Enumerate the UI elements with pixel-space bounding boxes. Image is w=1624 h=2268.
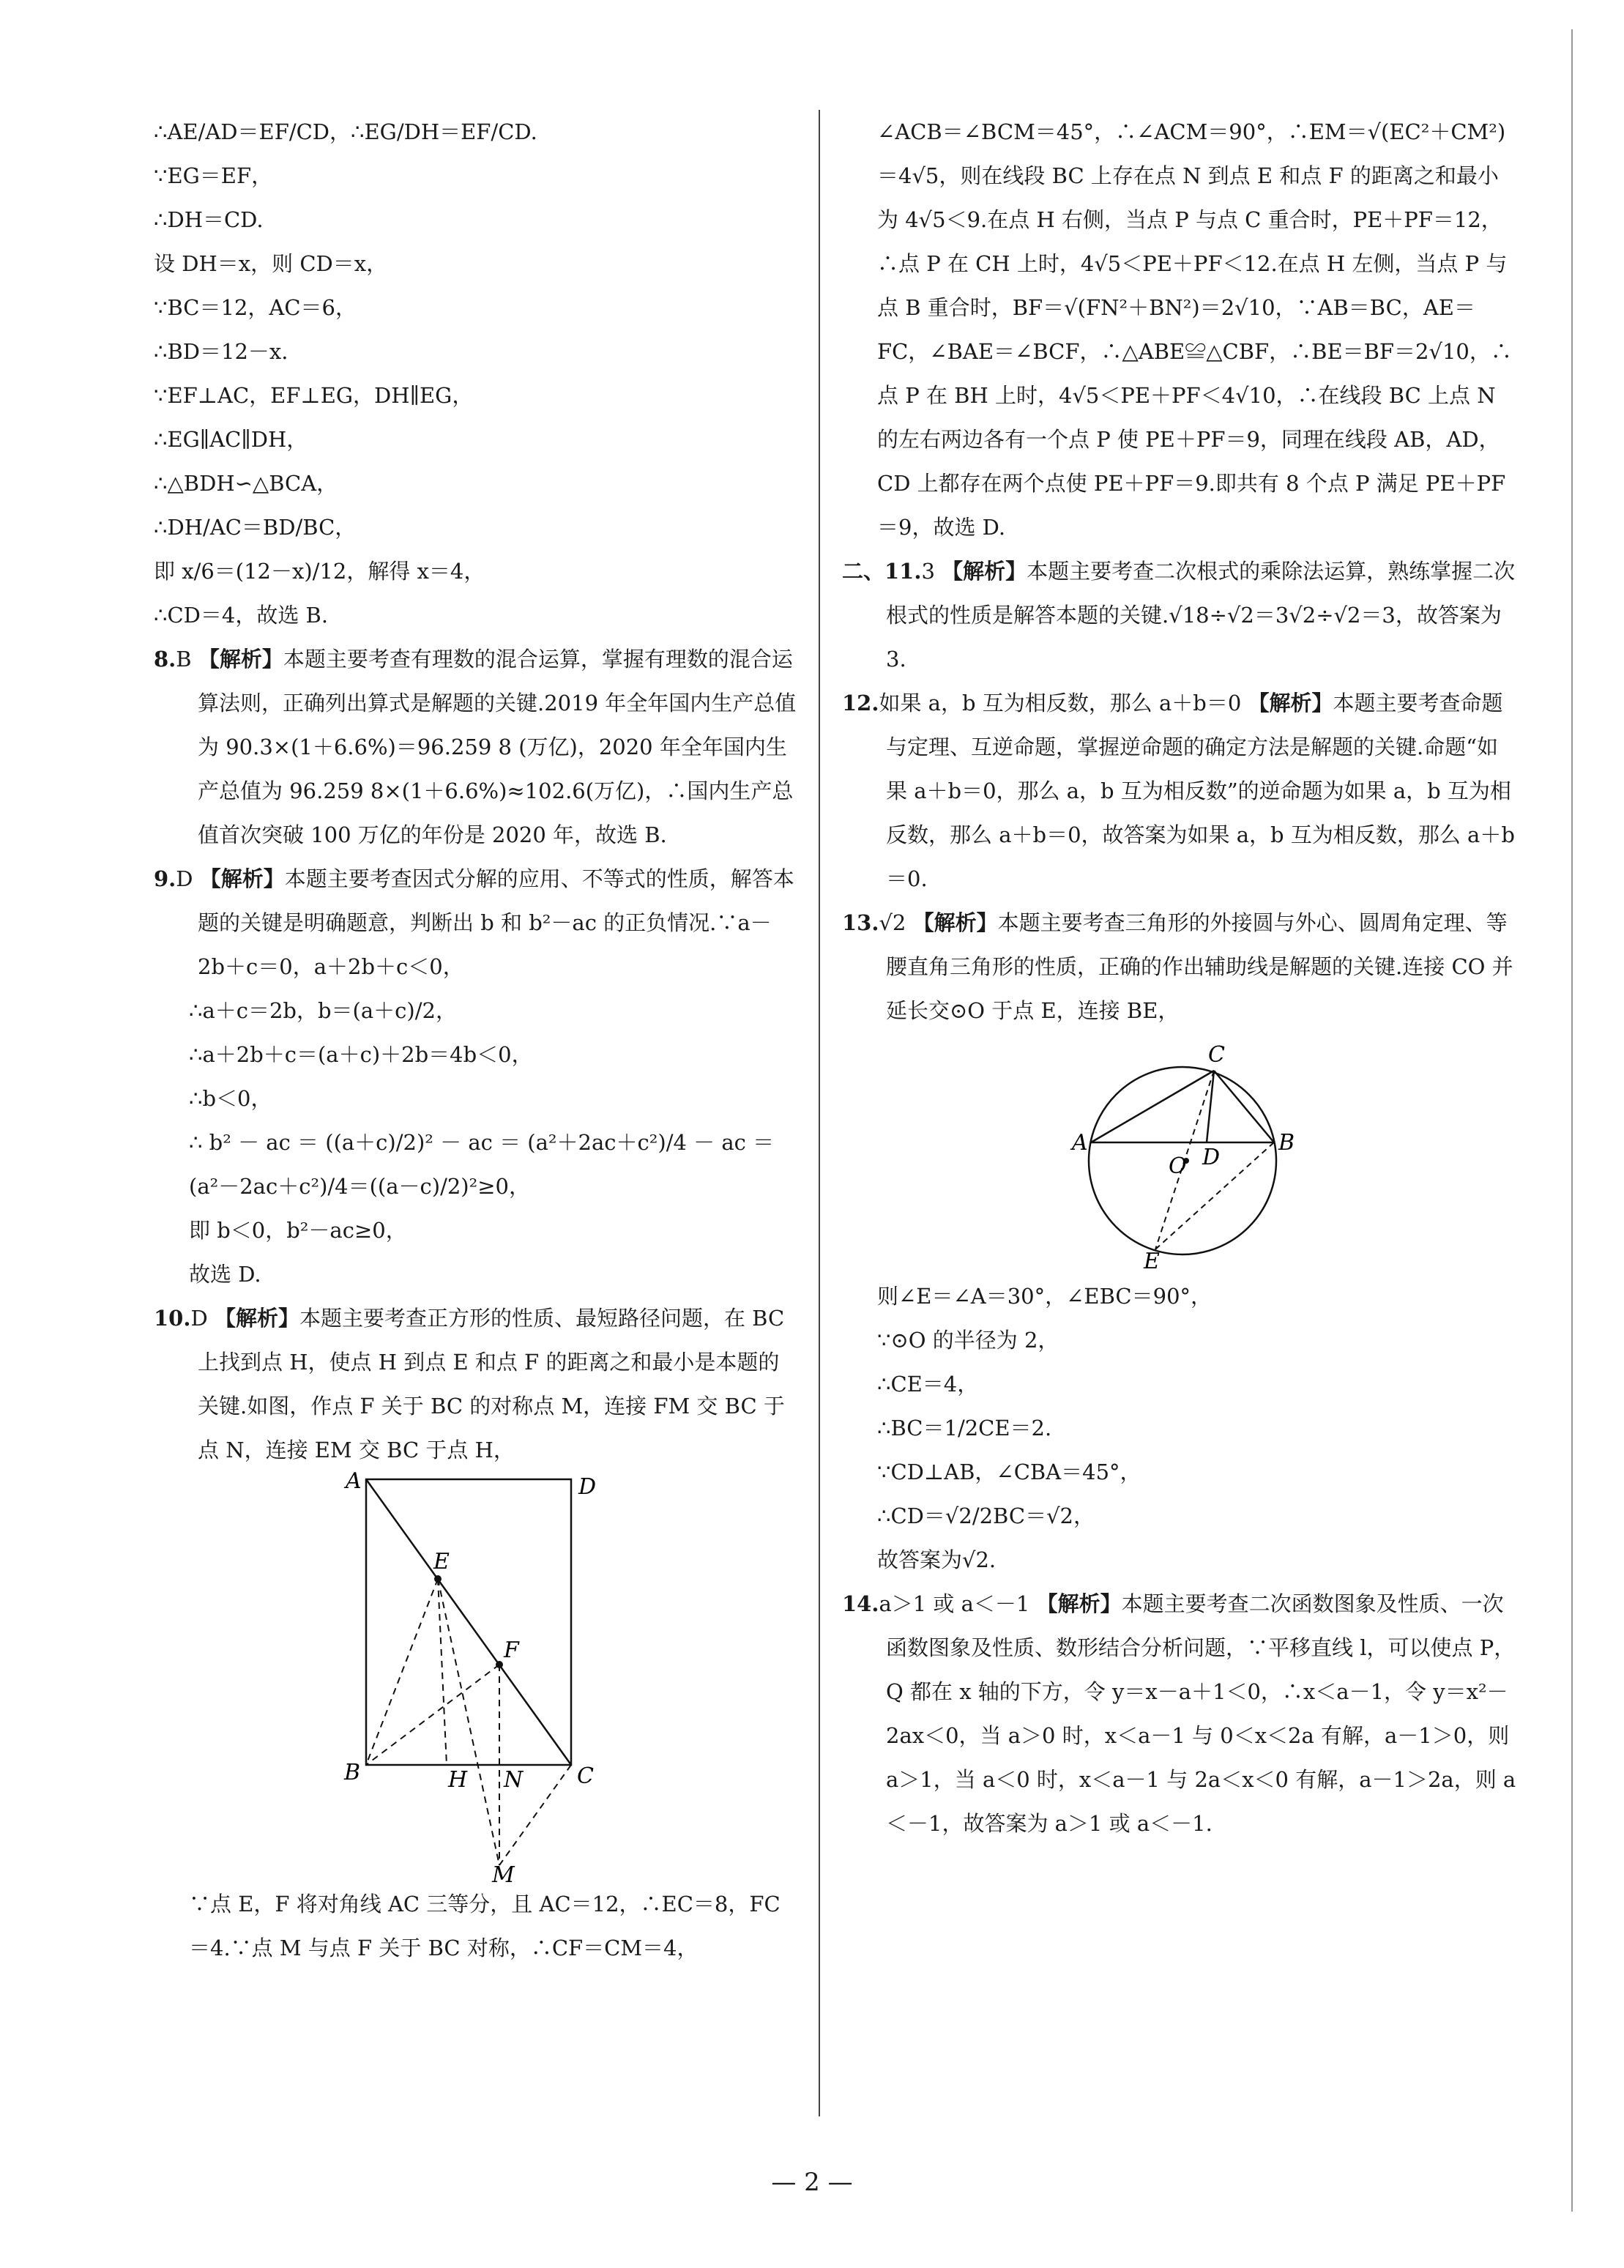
question-9 [154,857,798,1296]
label-e: E [1144,1249,1160,1274]
answer: a＞1 或 a＜－1 [879,1591,1030,1616]
chord-ac [1091,1071,1214,1142]
answer: √2 [879,910,906,935]
analysis-text: 本题主要考查因式分解的应用、不等式的性质，解答本题的关键是明确题意，判断出 b 和 b²－ac 的正负情况.∵a－2b＋c＝0，a＋2b＋c＜0， [198,866,794,979]
text-line: ∴CD＝4，故选 B. [154,603,329,628]
text-line: ∴DH/AC＝BD/BC， [154,515,357,540]
text-line: ∴BC＝1/2CE＝2. [877,1416,1052,1440]
label-b: B [1278,1130,1295,1156]
right-column [842,110,1519,1845]
square-diagram [154,1472,798,1882]
question-number: 二、11. [842,559,922,584]
question-13 [842,901,1519,1582]
text-line: 设 DH＝x，则 CD＝x， [154,251,388,276]
analysis-tag: 【解析】 [1248,691,1333,715]
label-d: D [1202,1145,1221,1170]
text-line: ∴△BDH∽△BCA， [154,471,338,496]
analysis-text: 本题主要考查三角形的外接圆与外心、圆周角定理、等腰直角三角形的性质，正确的作出辅助线是解题的关键.连接 CO 并延长交⊙O 于点 E，连接 BE， [886,910,1513,1023]
page-number: — 2 — [771,2168,853,2197]
label-c: C [577,1763,594,1789]
text-line: 故答案为√2. [877,1547,997,1572]
label-d: D [578,1474,597,1500]
analysis-tag: 【解析】 [198,647,283,672]
text-line: ∵BC＝12，AC＝6， [154,295,357,320]
analysis-text: 本题主要考查有理数的混合运算，掌握有理数的混合运算法则，正确列出算式是解题的关键.2019 年全年国内生产总值为 90.3×(1＋6.6%)＝96.259 8 (万亿)，2020 年全年国内生产总值为 96.259 8×(1＋6.6%)≈102.6(万亿)，∴国内生产总值首次突破 100 万亿的年份是 2020 年，故选 B. [198,647,797,847]
column-divider [819,110,820,2116]
text-line: ∴a＋2b＋c＝(a＋c)＋2b＝4b＜0， [189,1042,533,1067]
question-14 [842,1582,1519,1845]
q7-continuation [154,110,798,637]
label-a: A [346,1472,362,1494]
question-11 [842,549,1519,681]
question-number: 12. [842,691,879,715]
analysis-text: 本题主要考查命题与定理、互逆命题，掌握逆命题的确定方法是解题的关键.命题“如果 a＋b＝0，那么 a，b 互为相反数”的逆命题为如果 a，b 互为相反数，那么 a＋b＝0，故答案为如果 a，b 互为相反数，那么 a＋b＝0. [886,691,1515,891]
question-number: 13. [842,910,879,935]
segment-eh [438,1579,447,1765]
question-number: 10. [154,1306,191,1331]
text-line: 则∠E＝∠A＝30°，∠EBC＝90°， [877,1284,1213,1309]
answer: 如果 a，b 互为相反数，那么 a＋b＝0 [879,691,1242,715]
analysis-text: 本题主要考查二次根式的乘除法运算，熟练掌握二次根式的性质是解答本题的关键.√18÷√2＝3√2÷√2＝3，故答案为 3. [886,559,1516,672]
text-line: ∵点 E，F 将对角线 AC 三等分，且 AC＝12，∴EC＝8，FC＝4.∵点 M 与点 F 关于 BC 对称，∴CF＝CM＝4， [189,1892,781,1960]
question-10 [154,1296,798,1970]
analysis-tag: 【解析】 [1036,1591,1122,1616]
text-line: ∴CD＝√2/2BC＝√2， [877,1503,1095,1528]
label-f: F [504,1637,519,1663]
label-a: A [1072,1130,1088,1156]
analysis-tag: 【解析】 [199,866,285,891]
question-number: 14. [842,1591,879,1616]
analysis-text: 本题主要考查正方形的性质、最短路径问题，在 BC 上找到点 H，使点 H 到点 E 和点 F 的距离之和最小是本题的关键.如图，作点 F 关于 BC 的对称点 M，连接 FM 交 BC 于点 N，连接 EM 交 BC 于点 H， [198,1306,785,1462]
point-e [434,1575,442,1583]
label-m: M [492,1862,515,1882]
circle-diagram [842,1033,1519,1274]
answer: D [176,866,193,891]
text-line: ∵⊙O 的半径为 2， [877,1328,1059,1353]
text-line: (a²－2ac＋c²)/4＝((a－c)/2)²≥0， [189,1174,530,1199]
question-number: 8. [154,647,176,672]
label-e: E [433,1549,450,1574]
label-o: O [1169,1153,1187,1179]
label-h: H [448,1767,468,1793]
label-n: N [504,1767,524,1793]
text-line: ∴CE＝4， [877,1372,979,1397]
text-line: ∴AE/AD＝EF/CD，∴EG/DH＝EF/CD. [154,119,537,144]
text-line: ∵EF⊥AC，EF⊥EG，DH∥EG， [154,383,474,408]
chord-cb [1214,1071,1274,1142]
question-number: 9. [154,866,176,891]
text-line: ∴b＜0， [189,1086,272,1111]
answer: 3 [921,559,935,584]
page-edge-line [1571,29,1573,2212]
text-line: ∴ b² － ac ＝ ((a＋c)/2)² － ac ＝ (a²＋2ac＋c²)/4 － ac ＝ [189,1130,775,1155]
label-c: C [1208,1042,1225,1068]
text-line: ∴BD＝12－x. [154,339,288,364]
text-line: 即 x/6＝(12－x)/12，解得 x＝4， [154,559,485,584]
point-f [496,1661,503,1668]
question-12 [842,681,1519,901]
text-line: ∴DH＝CD. [154,207,264,232]
text-line: ∵EG＝EF， [154,163,273,188]
text-line: 即 b＜0，b²－ac≥0， [189,1218,407,1243]
left-column [154,110,798,1970]
answer: B [176,647,192,672]
analysis-tag: 【解析】 [942,559,1027,584]
text-line: ∴EG∥AC∥DH， [154,427,308,452]
q10-continuation: ∠ACB＝∠BCM＝45°，∴∠ACM＝90°，∴EM＝√(EC²＋CM²)＝4√5，则在线段 BC 上存在点 N 到点 E 和点 F 的距离之和最小为 4√5＜9.在点 H 右侧，当点 P 与点 C 重合时，PE＋PF＝12，∴点 P 在 CH 上时，4√5＜PE＋PF＜12.在点 H 左侧，当点 P 与点 B 重合时，BF＝√(FN²＋BN²)＝2√10，∵AB＝BC，AE＝FC，∠BAE＝∠BCF，∴△ABE≌△CBF，∴BE＝BF＝2√10，∴点 P 在 BH 上时，4√5＜PE＋PF＜4√10，∴在线段 BC 上点 N 的左右两边各有一个点 P 使 PE＋PF＝9，同理在线段 AB，AD，CD 上都存在两个点使 PE＋PF＝9.即共有 8 个点 P 满足 PE＋PF＝9，故选 D. [877,119,1512,540]
analysis-text: 本题主要考查二次函数图象及性质、一次函数图象及性质、数形结合分析问题，∵平移直线 l，可以使点 P，Q 都在 x 轴的下方，令 y＝x－a＋1＜0，∴x＜a－1，令 y＝x²－2ax＜0，当 a＞0 时，x＜a－1 与 0＜x＜2a 有解，a－1＞0，则 a＞1，当 a＜0 时，x＜a－1 与 2a＜x＜0 有解，a－1＞2a，则 a＜－1，故答案为 a＞1 或 a＜－1. [886,1591,1516,1836]
question-8 [154,637,798,857]
text-line: ∵CD⊥AB，∠CBA＝45°， [877,1460,1141,1484]
text-line: ∴a＋c＝2b，b＝(a＋c)/2， [189,998,457,1023]
analysis-tag: 【解析】 [214,1306,299,1331]
label-b: B [344,1760,361,1785]
text-line: 故选 D. [189,1262,261,1287]
analysis-tag: 【解析】 [912,910,998,935]
answer: D [190,1306,208,1331]
